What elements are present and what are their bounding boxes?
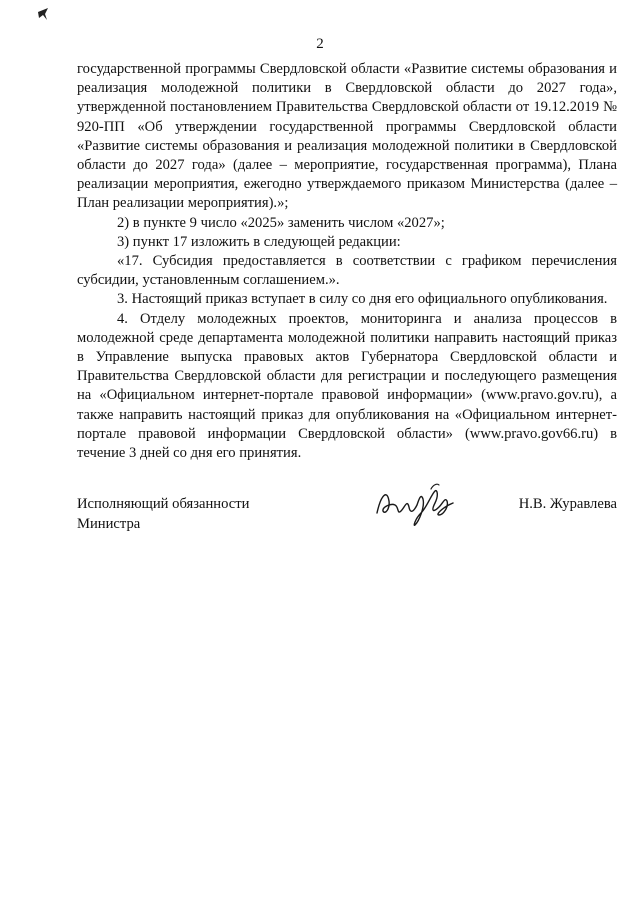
paragraph-item-2: 2) в пункте 9 число «2025» заменить числом «2027»; xyxy=(117,214,445,231)
signatory-title-line1: Исполняющий обязанности xyxy=(77,496,250,512)
document-body xyxy=(77,60,617,463)
paragraph-continuation: государственной программы Свердловской области «Развитие системы образования и реализация молодежной политики в Свердловской области до 2027 года», утвержденной постановлением Правительства Свердловской области от 19.12.2019 № 920-ПП «Об утверждении государственной программы Свердловской области «Развитие системы образования и реализация молодежной политики в Свердловской области до 2027 года» (далее – мероприятие, государственная программа), Плана реализации мероприятия, ежегодно утверждаемого приказом Министерства (далее – План реализации мероприятия).»; xyxy=(77,61,617,212)
handwritten-signature-icon xyxy=(373,481,459,529)
page-number: 2 xyxy=(316,36,324,52)
signatory-title-line2: Министра xyxy=(77,515,141,532)
signatory-name: Н.В. Журавлева xyxy=(518,496,617,512)
scan-mark-icon xyxy=(36,6,50,22)
signatory-title xyxy=(77,495,317,534)
paragraph-quote-17: «17. Субсидия предоставляется в соответствии с графиком перечисления субсидии, установленным соглашением.». xyxy=(77,253,617,289)
paragraph-item-3: 3) пункт 17 изложить в следующей редакции: xyxy=(117,233,401,250)
paragraph-point-4: 4. Отделу молодежных проектов, мониторинга и анализа процессов в молодежной среде департамента молодежной политики направить настоящий приказ в Управление выпуска правовых актов Губернатора Свердловской области и Правительства Свердловской области для регистрации и последующего размещения на «Официальном интернет-портале правовой информации» (www.pravo.gov.ru), а также направить настоящий приказ для опубликования на «Официальном интернет-портале правовой информации Свердловской области» (www.pravo.gov66.ru) в течение 3 дней со дня его принятия. xyxy=(77,310,617,462)
paragraph-point-3: 3. Настоящий приказ вступает в силу со дня его официального опубликования. xyxy=(117,291,608,308)
signature-block xyxy=(77,495,617,535)
